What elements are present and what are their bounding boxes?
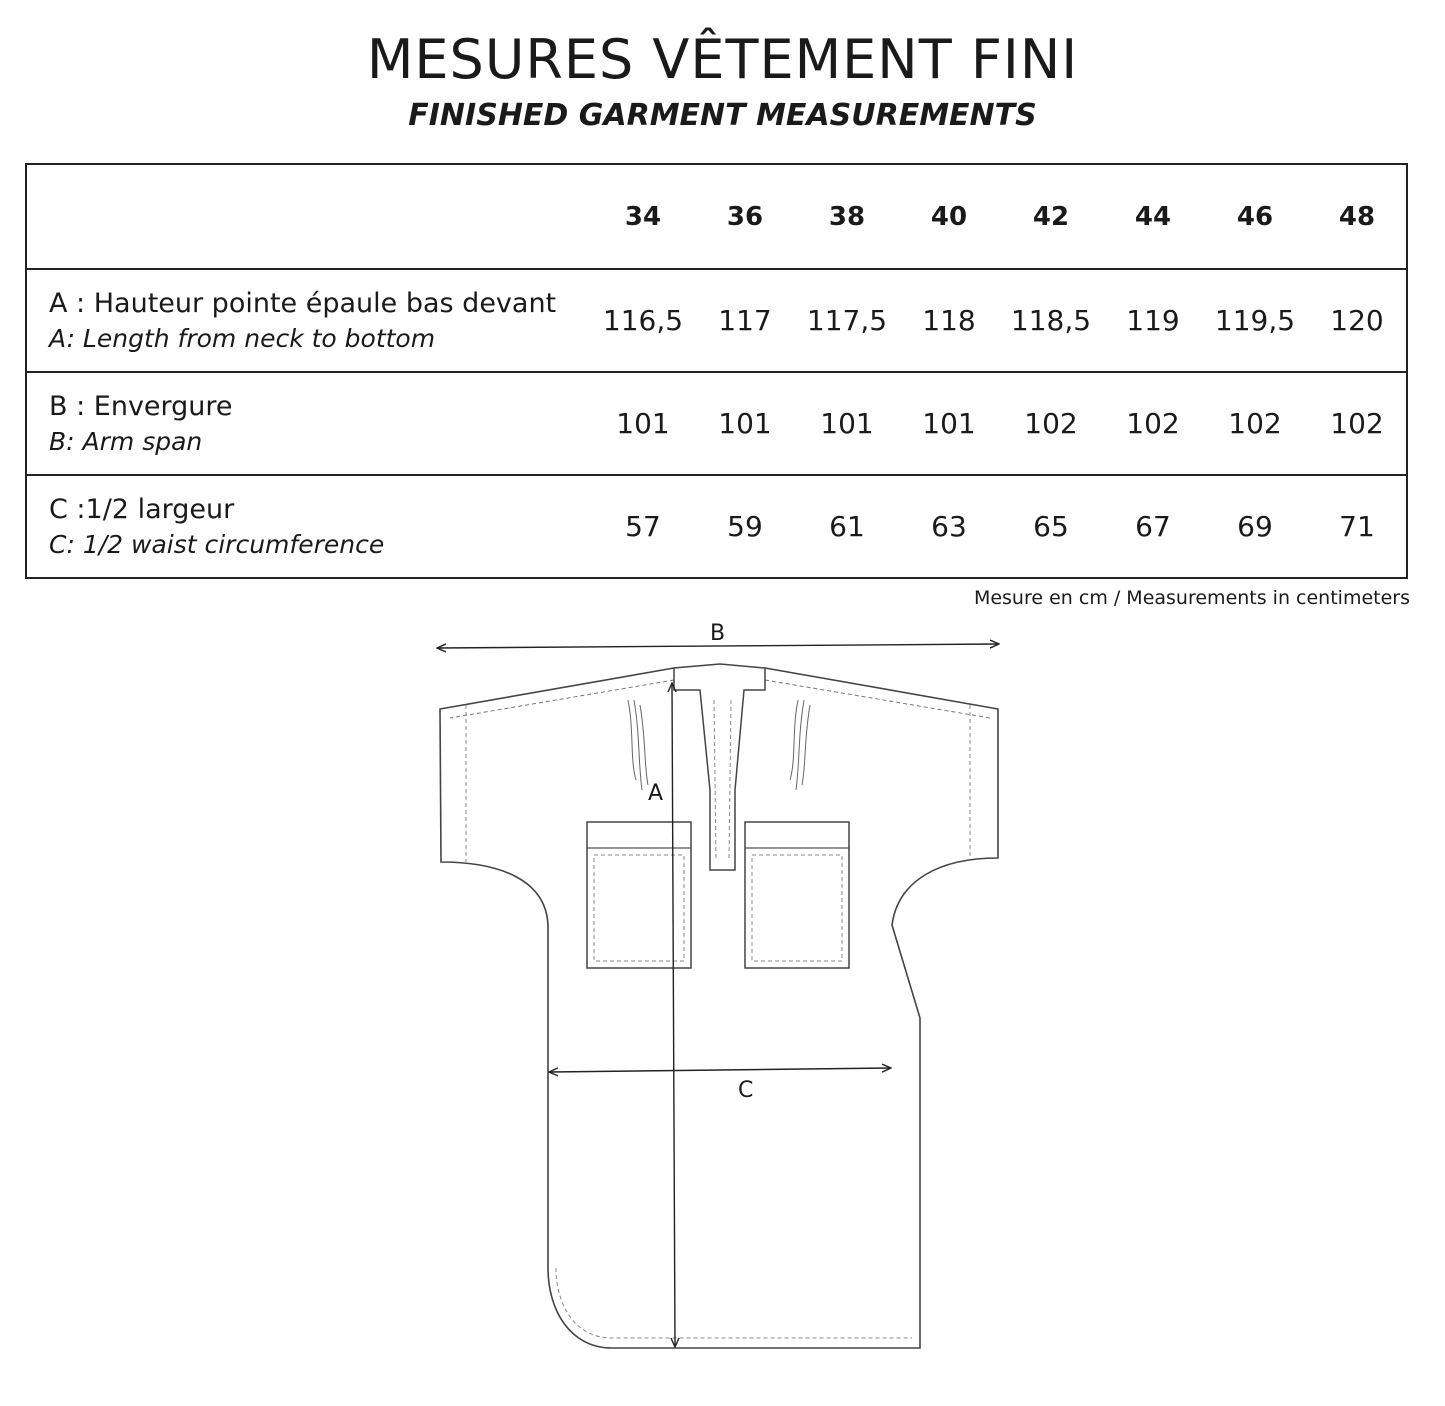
size-header: 34: [624, 201, 662, 232]
table-cell: 102: [1102, 372, 1204, 475]
pocket-left: [587, 822, 691, 968]
table-cell: 59: [694, 475, 796, 577]
table-cell: 67: [1102, 475, 1204, 577]
table-cell: 117: [694, 269, 796, 372]
table-cell: 118: [898, 269, 1000, 372]
dimension-label-b: B: [710, 621, 726, 646]
page-title: MESURES VÊTEMENT FINI: [366, 28, 1079, 91]
shoulder-stitch: [450, 680, 990, 718]
table-cell: 119,5: [1204, 269, 1306, 372]
table-cell: 65: [1000, 475, 1102, 577]
size-header: 38: [828, 201, 866, 232]
row-label-fr: A : Hauteur pointe épaule bas devant: [49, 287, 557, 319]
placket-stitch: [714, 700, 731, 860]
table-cell: 71: [1306, 475, 1408, 577]
dimension-label-c: C: [738, 1078, 754, 1103]
collar: [674, 664, 765, 870]
table-cell: 117,5: [796, 269, 898, 372]
row-label-en: A: Length from neck to bottom: [49, 323, 436, 353]
table-cell: 57: [592, 475, 694, 577]
table-cell: 102: [1306, 372, 1408, 475]
dimension-line-a: [672, 684, 675, 1346]
garment-outline: [440, 668, 998, 1348]
gathers-right: [790, 700, 810, 790]
size-header: 44: [1134, 201, 1172, 232]
table-cell: 102: [1204, 372, 1306, 475]
table-cell: 118,5: [1000, 269, 1102, 372]
table-cell: 102: [1000, 372, 1102, 475]
size-header: 42: [1032, 201, 1070, 232]
table-cell: 101: [898, 372, 1000, 475]
row-label-fr: B : Envergure: [49, 390, 233, 422]
dimension-line-c: [550, 1068, 890, 1072]
table-cell: 101: [796, 372, 898, 475]
unit-note: Mesure en cm / Measurements in centimeters: [973, 587, 1410, 609]
table-cell: 69: [1204, 475, 1306, 577]
row-label-en: C: 1/2 waist circumference: [49, 529, 385, 559]
row-label-en: B: Arm span: [49, 426, 203, 456]
dimension-label-a: A: [648, 781, 664, 806]
size-header: 40: [930, 201, 968, 232]
page-subtitle: FINISHED GARMENT MEASUREMENTS: [408, 98, 1037, 133]
table-cell: 63: [898, 475, 1000, 577]
table-cell: 61: [796, 475, 898, 577]
size-header: 46: [1236, 201, 1274, 232]
table-cell: 120: [1306, 269, 1408, 372]
table-cell: 119: [1102, 269, 1204, 372]
table-cell: 101: [694, 372, 796, 475]
table-cell: 101: [592, 372, 694, 475]
pocket-right: [745, 822, 849, 968]
hem-stitch: [556, 1268, 912, 1338]
size-header: 36: [726, 201, 764, 232]
size-header: 48: [1338, 201, 1376, 232]
table-cell: 116,5: [592, 269, 694, 372]
gathers-left: [628, 700, 648, 790]
row-label-fr: C :1/2 largeur: [49, 493, 235, 525]
